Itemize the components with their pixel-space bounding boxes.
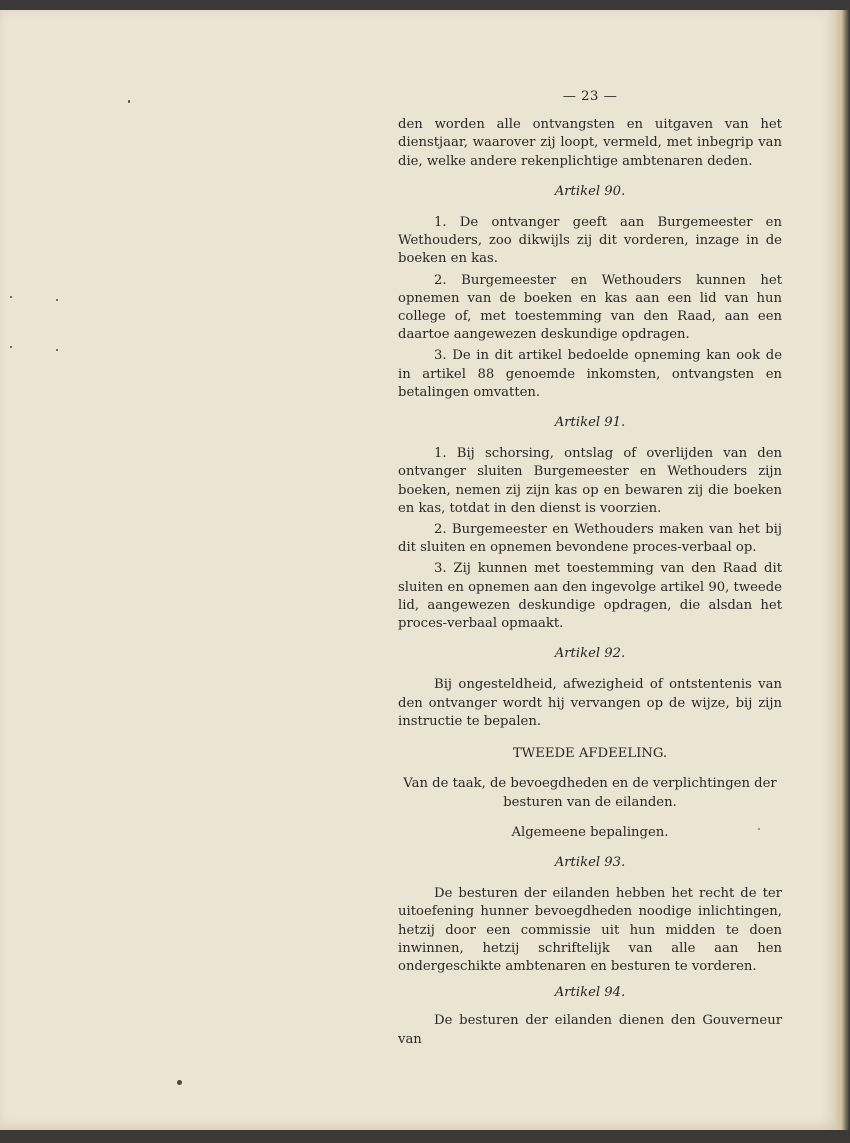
paper-speck	[177, 1080, 182, 1085]
article-90-paragraph-3: 3. De in dit artikel bedoelde opneming kan ook de in artikel 88 genoemde inkomsten, ontvangsten en betalingen omvatten.	[398, 348, 782, 400]
article-91-heading: Artikel 91.	[554, 415, 626, 431]
article-90-paragraph-2: 2. Burgemeester en Wethouders kunnen het opnemen van de boeken en kas aan een lid van hun college of, met toestemming van den Raad, aan een daartoe aangewezen deskundige opdragen.	[398, 272, 782, 343]
page-edge	[836, 10, 850, 1130]
article-92-paragraph-1: Bij ongesteldheid, afwezigheid of ontstentenis van den ontvanger wordt hij vervangen op de wijze, bij zijn instructie te bepalen.	[398, 677, 782, 729]
general-provisions-heading: Algemeene bepalingen.	[511, 824, 669, 840]
paper-speck	[56, 349, 58, 351]
article-94-paragraph-1: De besturen der eilanden dienen den Gouverneur van	[398, 1013, 782, 1047]
article-91-paragraph-3: 3. Zij kunnen met toestemming van den Raad dit sluiten en opnemen aan den ingevolge artikel 90, tweede lid, aangewezen deskundige opdragen, die alsdan het proces-verbaal opmaakt.	[398, 561, 782, 632]
article-90-heading: Artikel 90.	[554, 183, 626, 199]
page-number: — 23 —	[562, 89, 618, 104]
opening-paragraph: den worden alle ontvangsten en uitgaven van het dienstjaar, waarover zij loopt, vermeld, met inbegrip van die, welke andere rekenplichtige ambtenaren deden.	[398, 117, 782, 169]
section-title: TWEEDE AFDEELING.	[512, 746, 668, 762]
paper-speck	[56, 299, 58, 301]
paper-speck	[128, 100, 130, 103]
article-92-heading: Artikel 92.	[554, 646, 626, 662]
text-column	[398, 88, 782, 1052]
article-90-paragraph-1: 1. De ontvanger geeft aan Burgemeester en Wethouders, zoo dikwijls zij dit vorderen, inzage in de boeken en kas.	[398, 215, 782, 267]
article-93-heading: Artikel 93.	[554, 854, 626, 870]
paper-speck	[10, 296, 12, 298]
section-subtitle: Van de taak, de bevoegdheden en de verplichtingen der besturen van de eilanden.	[403, 776, 777, 810]
article-94-heading: Artikel 94.	[554, 985, 626, 1001]
paper-speck	[10, 346, 12, 348]
article-91-paragraph-1: 1. Bij schorsing, ontslag of overlijden van den ontvanger sluiten Burgemeester en Wethouders zijn boeken, nemen zij zijn kas op en bewaren zij die boeken en kas, totdat in den dienst is voorzien.	[398, 446, 782, 516]
article-91-paragraph-2: 2. Burgemeester en Wethouders maken van het bij dit sluiten en opnemen bevondene proces-verbaal op.	[398, 522, 782, 556]
article-93-paragraph-1: De besturen der eilanden hebben het recht de ter uitoefening hunner bevoegdheden noodige inlichtingen, hetzij door een commissie uit hun midden te doen inwinnen, hetzij schriftelijk van alle aan hen ondergeschikte ambtenaren en besturen te vorderen.	[398, 886, 782, 974]
